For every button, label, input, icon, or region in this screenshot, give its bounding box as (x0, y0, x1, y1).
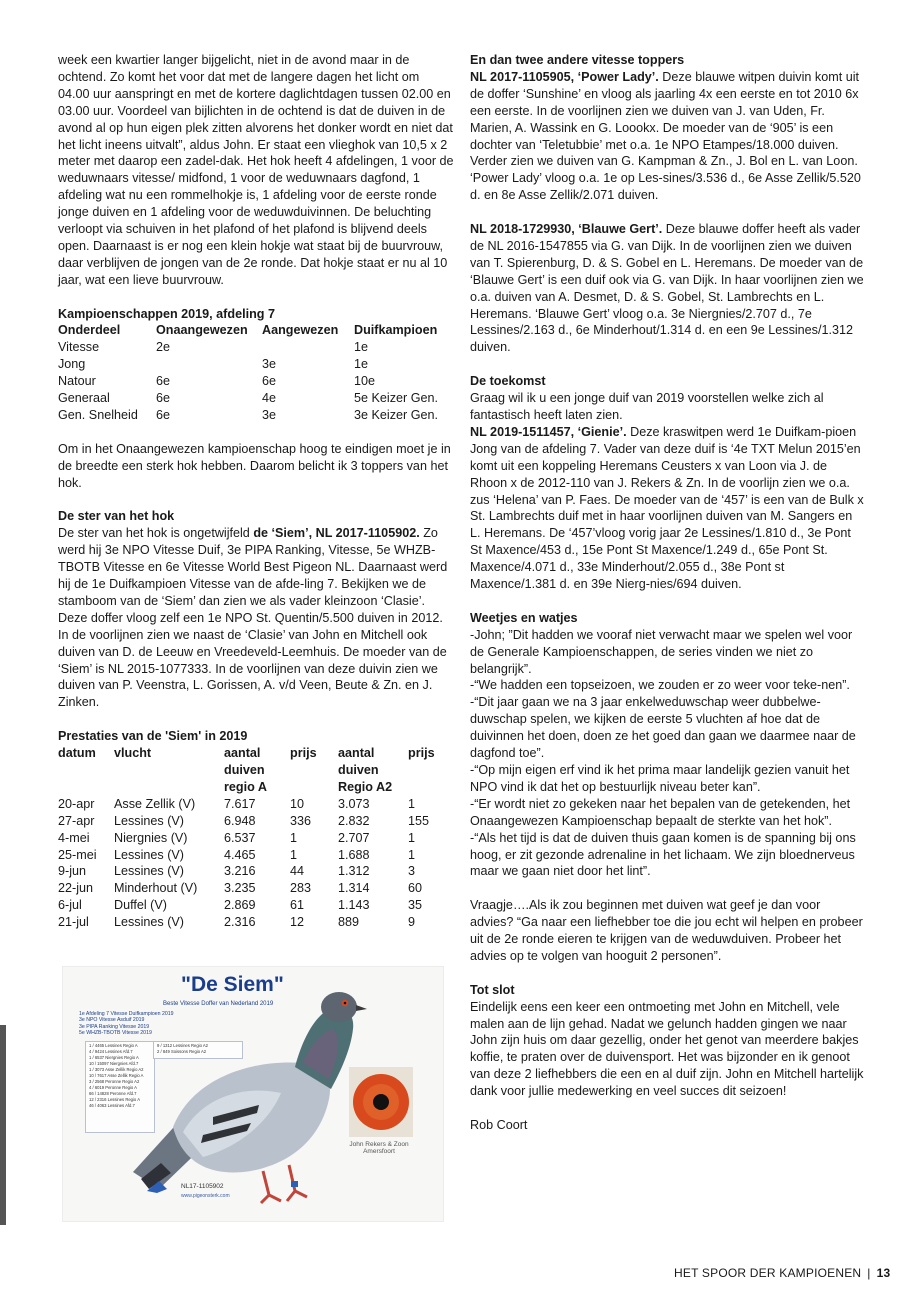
table-cell: 22-jun (58, 881, 94, 896)
column-header: Onderdeel (58, 323, 121, 338)
column-header: Duifkampioen (354, 323, 438, 338)
column-header: Aangewezen (262, 323, 339, 338)
author: Rob Coort (470, 1118, 528, 1132)
table-cell: 2.707 (338, 830, 370, 845)
table-cell: 1 (290, 847, 298, 862)
column-header-line: duiven (338, 763, 379, 777)
toekomst-heading: De toekomst (470, 374, 546, 389)
table-cell: 2e (156, 340, 171, 355)
table-cell: Jong (58, 357, 86, 372)
gienie-paragraph (470, 424, 866, 593)
column-header-line: vlucht (114, 746, 152, 761)
table-cell: 3.235 (224, 881, 256, 896)
intro-paragraph: week een kwartier langer bijgelicht, niet in de avond maar in de ochtend. Zo komt het voor dat met de langere dagen het licht om 04.00 uur aanspringt en met de kortere daglichtdagen tussen 02.00 en 03.00 uur. Voordeel van bijlichten in de ochtend is dat de duiven in de avond al op hun eigen plek zitten alvorens het donker wordt en niet dat het licht ineens uitvalt”, aldus John. Er staat een vlieghok van 10,5 x 2 meter met daarop een zadel-dak. Het hok heeft 4 afdelingen, 1 voor de weduwnaars vitesse/ midfond, 1 voor de weduwnaars dagfond, 1 afdeling wat nu een rommelhokje is, 1 afdeling voor de eerste ronde jonge duiven en 1 afdeling voor de weduwduivinnen. De beluchting verloopt via schuiven in het plafond of het plafond is blijvend deels open. Daarnaast is er nog een klein hokje wat staat bij de buurvrouw, daar verblijven de jongen van de 2e ronde. Dat hokje staat er nu al 10 jaar, wat een lieve buurvrouw. (58, 53, 454, 287)
table-cell: 155 (408, 813, 430, 828)
column-header-line: aantal (224, 746, 261, 761)
table-cell: 9-jun (58, 864, 87, 879)
column-header-line: Regio A2 (338, 779, 393, 794)
table-cell: 10 (290, 796, 305, 811)
table-cell: Gen. Snelheid (58, 408, 138, 423)
gienie-name: NL 2019-1511457, ‘Gienie’. (470, 424, 627, 439)
table-cell: Lessines (V) (114, 847, 184, 862)
ster-lead: De ster van het hok is ongetwijfeld (58, 526, 254, 541)
result-line: 4 / 6019 Peronne Regio A (89, 1085, 137, 1090)
table-row (58, 796, 435, 813)
siem-name: de ‘Siem’, NL 2017-1105902. (253, 526, 420, 541)
table-cell: 3.073 (338, 796, 370, 811)
table-cell: 21-jul (58, 915, 89, 930)
table-cell: 60 (408, 881, 423, 896)
table-cell: 6e (156, 374, 171, 389)
result-line: 12 / 2316 Lessines Regio A (89, 1097, 140, 1102)
photo-owner (343, 1141, 415, 1155)
result-line: 66 / 14828 Peronne Afd.7 (89, 1091, 137, 1096)
result-line: 10 / 15097 Niergnies Afd.7 (89, 1061, 139, 1066)
table-cell: 1.314 (338, 881, 370, 896)
table-row (58, 390, 438, 407)
table-row (58, 339, 438, 356)
quote-item: -“We hadden een topseizoen, we zouden er zo weer voor teke-nen”. (470, 678, 850, 693)
table-cell: Natour (58, 374, 96, 389)
table-cell: Generaal (58, 391, 110, 406)
prestaties-heading: Prestaties van de 'Siem' in 2019 (58, 729, 248, 744)
column-header (58, 745, 114, 796)
table-cell: 5e Keizer Gen. (354, 391, 439, 406)
table-cell: Lessines (V) (114, 915, 184, 930)
table-cell: 1.688 (338, 847, 370, 862)
blauwe-gert-body: Deze blauwe doffer heeft als vader de NL 2016-1547855 via G. van Dijk. In de voorlijnen zien we duiven van T. Spierenburg, D. & S. Gobel en L. Heremans. De moeder van de ‘Blauwe Gert’ is een duif ook via G. van Dijk. In haar voorlijnen zien we o.a. duiven van A. Desmet, D. & S. Gobel, St. Lambrechts en L. Heremans. ‘Blauwe Gert’ vloog o.a. 3e Niergnies/2.707 d., 7e Lessines/2.163 d., 6e Minderhout/1.314 d. en een 9e Lessines/1.312 duiven. (470, 222, 864, 355)
right-column (470, 52, 866, 1134)
table-cell: 7.617 (224, 796, 256, 811)
power-lady-paragraph (470, 69, 866, 204)
ster-heading: De ster van het hok (58, 509, 175, 524)
table-cell (262, 339, 354, 356)
table-cell: 6-jul (58, 898, 82, 913)
photo-url: www.pigeonsterk.com (181, 1193, 230, 1199)
table-cell: 25-mei (58, 847, 97, 862)
owner-name: John Rekers & Zoon (349, 1141, 409, 1148)
table-cell: 12 (290, 915, 305, 930)
onaangewezen-paragraph: Om in het Onaangewezen kampioenschap hoog te eindigen moet je in de breedte een sterk hok hebben. Daarom belicht ik 3 toppers van het hok. (58, 441, 451, 490)
table-cell: 61 (290, 898, 305, 913)
table-cell: 3 (408, 864, 416, 879)
table-cell: 1.312 (338, 864, 370, 879)
table-cell: 10e (354, 374, 376, 389)
result-line: 46 / 4063 Lessines Afd.7 (89, 1103, 135, 1108)
blauwe-gert-paragraph (470, 221, 866, 356)
table-cell: Lessines (V) (114, 864, 184, 879)
column-header (290, 745, 338, 796)
photo-subtitle: Beste Vitesse Doffer van Nederland 2019 (163, 1001, 274, 1007)
table-cell: Asse Zellik (V) (114, 796, 196, 811)
quote-item: -“Dit jaar gaan we na 3 jaar enkelweduwschap weer dubbelwe-duwschap spelen, we kijken de eerste 5 vluchten af hoe dat de duivinnen het doen, doen ze het goed dan gaan we daarmee naar de dagfond toe”. (470, 695, 856, 761)
table-header-row (58, 745, 435, 796)
table-cell: 1 (408, 847, 416, 862)
pigeon-legs (261, 1165, 307, 1203)
gienie-body: Deze kraswitpen werd 1e Duifkam-pioen Jong van de afdeling 7. Vader van deze duif is ‘4e TXT Melun 2015’en komt uit een koppeling Heremans Ceusters x van Loon via J. de Rhoon x de 2012-110 van J. Rekers & Zn. In de voorlijn zien we o.a. zus ‘Helena’ van P. Faes. De moeder van de ‘457’ is een van de Bulk x St. Lambrechts duif met in haar voorlijnen duiven van M. Sangers en L. Heremans. De ‘457’vloog vorig jaar 2e Lessines/1.810 d., 3e Pont St Maxence/453 d., 15e Pont St Maxence/1.249 d., 65e Pont St. Maxence/4.071 d., 33e Minderhout/2.055 d., 38e Pont st Maxence/1.381 d. en 39e Nierg-nies/694 duiven. (470, 424, 864, 592)
column-header: Onaangewezen (156, 323, 248, 338)
result-line: 10 / 7617 Asse Zellik Regio A (89, 1073, 144, 1078)
vraagje-paragraph: Vraagje….Als ik zou beginnen met duiven wat geef je dan voor advies? “Ga naar een liefhebber toe die jou echt wil helpen en probeer uit de 2e ronde eieren te krijgen van de weduwduiven. Probeer het advies op te volgen van hooguit 2 personen”. (470, 898, 863, 963)
table-cell: 283 (290, 881, 312, 896)
toekomst-intro: Graag wil ik u een jonge duif van 2019 voorstellen welke zich al fantastisch heeft laten zien. (470, 391, 824, 422)
achievement-line: 5e WHZB-TBOTB Vitesse 2019 (79, 1029, 152, 1036)
page-footer (674, 1266, 890, 1280)
table-cell: 336 (290, 813, 312, 828)
weetjes-heading: Weetjes en watjes (470, 610, 578, 625)
achievement-line: 3e NPO Vitesse Asduif 2019 (79, 1017, 145, 1024)
tot-slot-heading: Tot slot (470, 982, 515, 997)
quote-item: -“Als het tijd is dat de duiven thuis gaan komen is de spanning bij ons hoog, er zit gezonde adrenaline in het lichaam. We zijn bloednerveus maar we gaan niet door het lint”. (470, 830, 856, 879)
column-header (224, 745, 290, 796)
magazine-name: HET SPOOR DER KAMPIOENEN (674, 1266, 862, 1280)
column-header-line: datum (58, 746, 96, 761)
column-header-line: aantal (338, 746, 375, 761)
table-cell: Duffel (V) (114, 898, 167, 913)
achievement-line: 3e PIPA Ranking Vitesse 2019 (79, 1023, 150, 1030)
table-row (58, 830, 435, 847)
ster-paragraph (58, 525, 454, 711)
quote-item: -John; ”Dit hadden we vooraf niet verwacht maar we spelen wel voor de Generale Kampioenschappen, de series vinden we niet zo belangrijk”. (470, 627, 853, 676)
table-row (58, 373, 438, 390)
column-header (408, 745, 435, 796)
table-cell: 6e (156, 391, 171, 406)
kampioenschappen-heading: Kampioenschappen 2019, afdeling 7 (58, 306, 275, 321)
result-line: 1 / 6537 Niergnies Regio A (89, 1055, 139, 1060)
table-cell: 20-apr (58, 796, 95, 811)
power-lady-name: NL 2017-1105905, ‘Power Lady’. (470, 69, 659, 84)
pigeon-illustration (63, 967, 443, 1221)
column-header (338, 745, 408, 796)
table-row (58, 914, 435, 931)
column-header-line: prijs (408, 746, 435, 761)
result-line: 1 / 3073 Asse Zellik Regio A2 (89, 1067, 144, 1072)
table-cell: 27-apr (58, 813, 95, 828)
table-cell: 1 (408, 796, 416, 811)
table-cell: 1 (408, 830, 416, 845)
table-row (58, 880, 435, 897)
table-cell: 9 (408, 915, 416, 930)
table-row (58, 863, 435, 880)
quote-item: -“Er wordt niet zo gekeken naar het bepalen van de getekenden, het Onaangewezen Kampioenschap bepaalt de sterkte van het hok”. (470, 796, 851, 828)
result-line: 9 / 1312 Lessines Regio A2 (157, 1043, 208, 1048)
table-cell: 2.869 (224, 898, 256, 913)
table-cell: 2.832 (338, 813, 370, 828)
table-row (58, 356, 438, 373)
toppers-heading: En dan twee andere vitesse toppers (470, 53, 685, 67)
table-cell: 889 (338, 915, 360, 930)
table-cell: 3e (262, 408, 277, 423)
table-row (58, 813, 435, 830)
table-row (58, 847, 435, 864)
column-header-line: regio A (224, 779, 267, 794)
kampioenschappen-table (58, 322, 438, 423)
table-row (58, 407, 438, 424)
power-lady-body: Deze blauwe witpen duivin komt uit de doffer ‘Sunshine’ en vloog als jaarling 4x een eerste en tot 2010 6x een eerste. In de voorlijnen zien we duiven van J. van Uden, Fr. Marien, A. Wassink en G. Loookx. De moeder van de ‘905’ is een dochter van ‘Teletubbie’ met o.a. 1e NPO Etampes/18.000 duiven. Verder zien we duiven van G. Kampman & Zn., J. Bol en L. van Loon. ‘Power Lady’ vloog o.a. 1e op Les-sines/3.536 d., 6e Asse Zellik/5.520 d. en 8e Asse Zellik/2.071 duiven. (470, 69, 861, 203)
prestaties-table (58, 745, 435, 931)
result-line: 3 / 2568 Peronne Regio A2 (89, 1079, 140, 1084)
table-cell: 1 (290, 830, 298, 845)
owner-city: Amersfoort (363, 1148, 395, 1155)
table-header-row (58, 322, 438, 339)
table-cell: 1e (354, 340, 369, 355)
edge-bar (0, 1025, 6, 1225)
ring-number: NL17-1105902 (181, 1183, 224, 1190)
blauwe-gert-name: NL 2018-1729930, ‘Blauwe Gert’. (470, 222, 663, 237)
tot-slot-paragraph: Eindelijk eens een keer een ontmoeting met John en Mitchell, vele malen aan de lijn gehad. Nadat we gelunch hadden gingen we naar John zijn huis om daar gezellig, onder het genot van meerdere bakjes koffie, te praten over de duivensport. Het was bijzonder en ik genoot van deze 2 liefhebbers die een en al duif zijn. John en Mitchell hartelijk dank voor jullie medewerking en veel succes dit seizoen! (470, 999, 864, 1099)
table-cell: Minderhout (V) (114, 881, 198, 896)
table-row (58, 897, 435, 914)
table-cell: 3.216 (224, 864, 256, 879)
table-cell: 3e Keizer Gen. (354, 408, 439, 423)
table-cell (156, 356, 262, 373)
result-line: 2 / 849 Soissons Regio A2 (157, 1049, 207, 1054)
left-column (58, 52, 454, 931)
result-line: 4 / 9424 Lessines Afd.7 (89, 1049, 133, 1054)
pigeon-head (321, 992, 357, 1022)
footer-separator: | (867, 1266, 871, 1280)
table-cell: 6e (262, 374, 277, 389)
table-cell: Niergnies (V) (114, 830, 188, 845)
table-cell: Vitesse (58, 340, 100, 355)
table-cell: 6.948 (224, 813, 256, 828)
table-cell: Lessines (V) (114, 813, 184, 828)
table-cell: 44 (290, 864, 305, 879)
weetjes-list (470, 627, 866, 881)
table-cell: 1.143 (338, 898, 370, 913)
table-cell: 6.537 (224, 830, 256, 845)
quote-item: -“Op mijn eigen erf vind ik het prima maar landelijk gezien vanuit het NPO vind ik dat het op bestuurlijk niveau beter kan”. (470, 763, 850, 794)
achievement-line: 1e Afdeling 7 Vitesse Duifkampioen 2019 (79, 1011, 174, 1017)
table-cell: 4e (262, 391, 277, 406)
table-cell: 4-mei (58, 830, 90, 845)
table-cell: 35 (408, 898, 423, 913)
result-line: 1 / 4465 Lessines Regio A (89, 1043, 138, 1048)
column-header-line: duiven (224, 763, 265, 777)
table-cell: 3e (262, 357, 277, 372)
page-number: 13 (876, 1266, 891, 1280)
table-cell: 6e (156, 408, 171, 423)
table-cell: 1e (354, 357, 369, 372)
photo-title: "De Siem" (181, 973, 284, 996)
table-cell: 2.316 (224, 915, 256, 930)
pigeon-photo (62, 966, 444, 1222)
column-header (114, 745, 224, 796)
column-header-line: prijs (290, 746, 317, 761)
ster-body: Zo werd hij 3e NPO Vitesse Duif, 3e PIPA Ranking, Vitesse, 5e WHZB-TBOTB Vitesse en 6e Vitesse World Best Pigeon NL. Daarnaast werd hij de 1e Duifkampioen Vitesse van de afde-ling 7. Bekijken we de stamboom van de ‘Siem’ dan zien we als vader kleinzoon ‘Clasie’. Deze doffer vloog zelf een 1e NPO St. Quentin/5.500 duiven in 2012. In de voorlijnen zien we naast de ‘Clasie’ van John en Mitchell ook duiven van D. de Leeuw en Vreedeveld-Leemhuis. De moeder van de ‘Siem’ is NL 2015-1077333. In de voorlijnen van deze duivin zien we duiven van P. Veenstra, L. Gorissen, A. v/d Veen, Beute & Zn. en J. Zinken. (58, 526, 448, 710)
table-cell: 4.465 (224, 847, 256, 862)
